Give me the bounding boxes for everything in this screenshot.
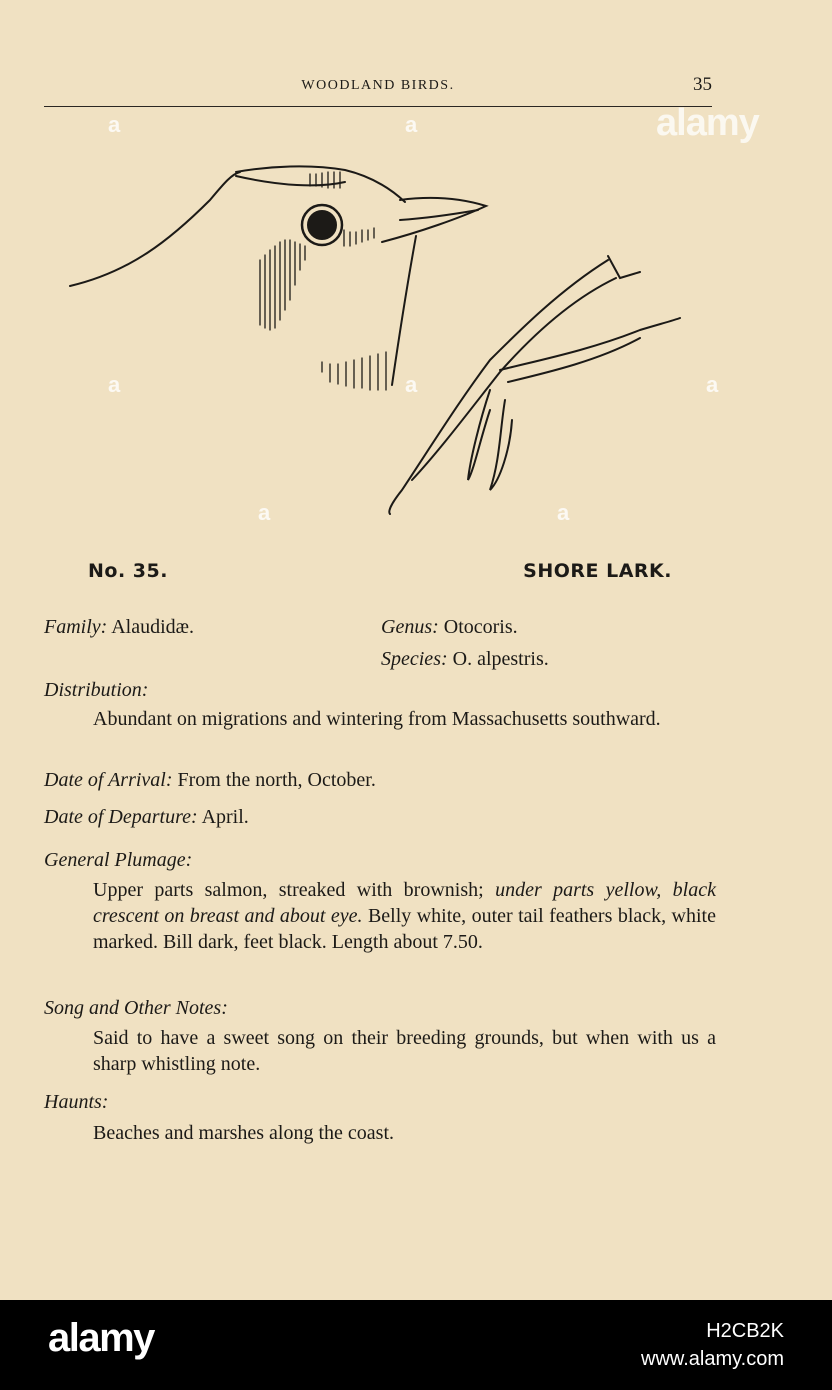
departure-line [44, 804, 249, 830]
family-line [44, 614, 194, 640]
plumage-label: General Plumage: [44, 849, 193, 871]
watermark-dot: a [258, 500, 271, 525]
song-label: Song and Other Notes: [44, 997, 228, 1019]
distribution-label: Distribution: [44, 679, 149, 701]
watermark-dot: a [405, 112, 418, 137]
haunts-label: Haunts: [44, 1091, 109, 1113]
running-title: WOODLAND BIRDS. [301, 78, 455, 93]
distribution-text: Abundant on migrations and wintering from Massachusetts southward. [93, 708, 661, 730]
haunts-text: Beaches and marshes along the coast. [93, 1122, 395, 1144]
plumage-text-1: Upper parts salmon, streaked with brownish; [93, 879, 496, 901]
footer-url: www.alamy.com [641, 1348, 784, 1370]
genus-value: Otocoris. [443, 616, 518, 638]
species-value: O. alpestris. [452, 648, 549, 670]
species-label: Species: [381, 648, 448, 670]
genus-line [381, 614, 518, 640]
entry-number: No. 35. [88, 560, 168, 582]
watermark-logo: alamy [656, 102, 759, 144]
species-line [381, 646, 549, 672]
arrival-line [44, 767, 376, 793]
arrival-text: From the north, October. [177, 769, 376, 791]
watermark-dot: a [706, 372, 719, 397]
genus-label: Genus: [381, 616, 439, 638]
plumage-text-italic: under parts yellow, black crescent on breast and about eye. [93, 879, 716, 927]
bird-head-and-foot-illustration [60, 160, 700, 530]
stock-footer-bar [0, 1300, 832, 1390]
entry-heading [88, 560, 672, 590]
family-label: Family: [44, 616, 108, 638]
plumage-text-2: Belly white, outer tail feathers black, white marked. Bill dark, feet black. Length about 7.50. [93, 905, 716, 953]
running-head [44, 76, 712, 107]
watermark-dot: a [108, 112, 121, 137]
departure-text: April. [201, 806, 249, 828]
departure-label: Date of Departure: [44, 806, 198, 828]
watermark-dot: a [405, 372, 418, 397]
family-value: Alaudidæ. [111, 616, 194, 638]
song-text: Said to have a sweet song on their breeding grounds, but when with us a sharp whistling note. [93, 1027, 716, 1075]
plumage-text [93, 877, 716, 955]
page-number: 35 [693, 74, 712, 95]
footer-image-id: H2CB2K [706, 1320, 784, 1342]
arrival-label: Date of Arrival: [44, 769, 173, 791]
watermark-dot: a [557, 500, 570, 525]
footer-logo: alamy [48, 1316, 154, 1360]
bird-name: SHORE LARK. [523, 560, 672, 582]
watermark-dot: a [108, 372, 121, 397]
